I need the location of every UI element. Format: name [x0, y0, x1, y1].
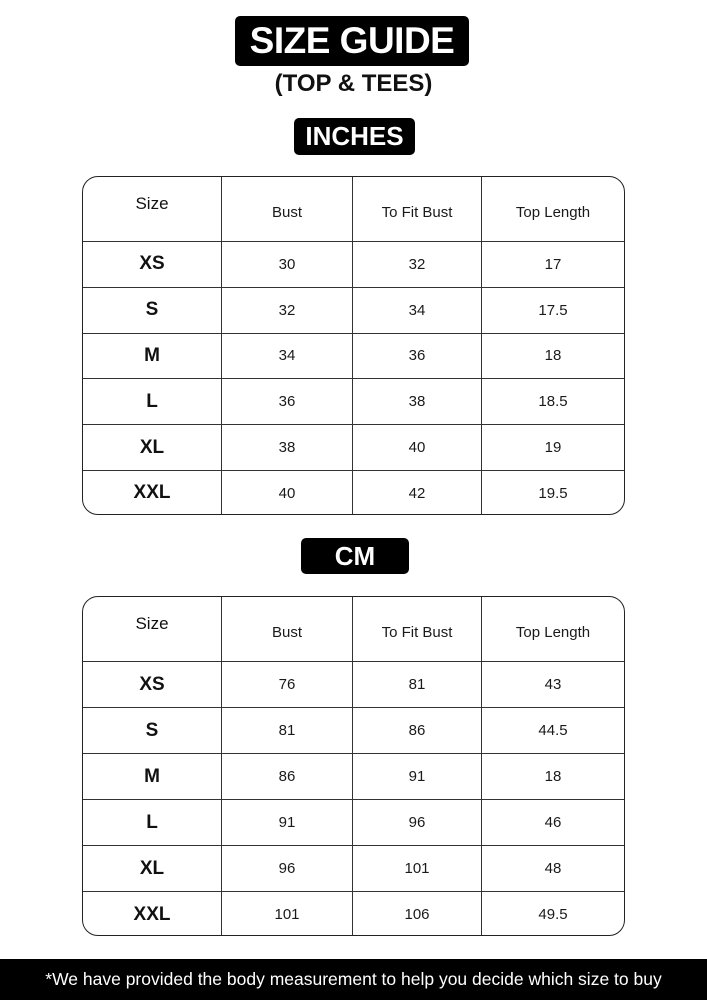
- size-table-cm: [82, 596, 625, 936]
- size-cell: M: [144, 765, 160, 787]
- size-cell: XXL: [133, 482, 171, 504]
- bust-cell: 91: [221, 800, 352, 845]
- unit-label-inches: INCHES: [294, 118, 415, 155]
- top-length-cell: 18: [481, 334, 624, 379]
- bust-cell: 30: [221, 242, 352, 287]
- size-cell: L: [146, 390, 158, 412]
- size-table-inches: [82, 176, 625, 515]
- size-cell: L: [146, 811, 158, 833]
- bust-cell: 32: [221, 288, 352, 333]
- top-length-cell: 49.5: [481, 892, 624, 936]
- column-header-bust: Bust: [221, 597, 352, 661]
- to-fit-bust-cell: 96: [352, 800, 481, 845]
- top-length-cell: 17.5: [481, 288, 624, 333]
- column-header-size: Size: [135, 194, 169, 213]
- bust-cell: 38: [221, 425, 352, 470]
- size-cell: S: [145, 719, 159, 741]
- to-fit-bust-cell: 42: [352, 471, 481, 515]
- bust-cell: 34: [221, 334, 352, 379]
- table-row: [83, 707, 624, 753]
- footer-note: *We have provided the body measurement to help you decide which size to buy: [0, 959, 707, 1000]
- to-fit-bust-cell: 36: [352, 334, 481, 379]
- column-header-top-length: Top Length: [481, 177, 624, 241]
- size-cell: XXL: [133, 903, 171, 925]
- size-cell: XL: [139, 857, 165, 879]
- table-row: [83, 891, 624, 936]
- column-header-bust: Bust: [221, 177, 352, 241]
- to-fit-bust-cell: 86: [352, 708, 481, 753]
- to-fit-bust-cell: 101: [352, 846, 481, 891]
- to-fit-bust-cell: 91: [352, 754, 481, 799]
- page-title: SIZE GUIDE: [235, 16, 469, 66]
- column-header-top-length: Top Length: [481, 597, 624, 661]
- table-header-row: [83, 597, 624, 661]
- table-row: [83, 799, 624, 845]
- table-row: [83, 241, 624, 287]
- size-cell: XS: [139, 673, 165, 695]
- column-header-to-fit-bust: To Fit Bust: [352, 177, 481, 241]
- top-length-cell: 48: [481, 846, 624, 891]
- to-fit-bust-cell: 34: [352, 288, 481, 333]
- top-length-cell: 17: [481, 242, 624, 287]
- table-row: [83, 845, 624, 891]
- bust-cell: 86: [221, 754, 352, 799]
- top-length-cell: 46: [481, 800, 624, 845]
- size-cell: M: [144, 344, 160, 366]
- top-length-cell: 18: [481, 754, 624, 799]
- unit-label-cm: CM: [301, 538, 409, 574]
- top-length-cell: 19: [481, 425, 624, 470]
- bust-cell: 40: [221, 471, 352, 515]
- size-cell: XS: [139, 253, 165, 275]
- top-length-cell: 18.5: [481, 379, 624, 424]
- column-header-to-fit-bust: To Fit Bust: [352, 597, 481, 661]
- bust-cell: 76: [221, 662, 352, 707]
- to-fit-bust-cell: 40: [352, 425, 481, 470]
- page-subtitle: (TOP & TEES): [274, 70, 433, 97]
- table-row: [83, 753, 624, 799]
- bust-cell: 81: [221, 708, 352, 753]
- table-row: [83, 378, 624, 424]
- bust-cell: 96: [221, 846, 352, 891]
- table-row: [83, 424, 624, 470]
- column-header-size: Size: [135, 614, 169, 633]
- top-length-cell: 19.5: [481, 471, 624, 515]
- table-row: [83, 333, 624, 379]
- bust-cell: 101: [221, 892, 352, 936]
- size-cell: S: [145, 299, 159, 321]
- top-length-cell: 44.5: [481, 708, 624, 753]
- bust-cell: 36: [221, 379, 352, 424]
- to-fit-bust-cell: 38: [352, 379, 481, 424]
- to-fit-bust-cell: 32: [352, 242, 481, 287]
- top-length-cell: 43: [481, 662, 624, 707]
- to-fit-bust-cell: 81: [352, 662, 481, 707]
- table-row: [83, 661, 624, 707]
- table-row: [83, 470, 624, 515]
- size-cell: XL: [139, 436, 165, 458]
- to-fit-bust-cell: 106: [352, 892, 481, 936]
- table-row: [83, 287, 624, 333]
- table-header-row: [83, 177, 624, 241]
